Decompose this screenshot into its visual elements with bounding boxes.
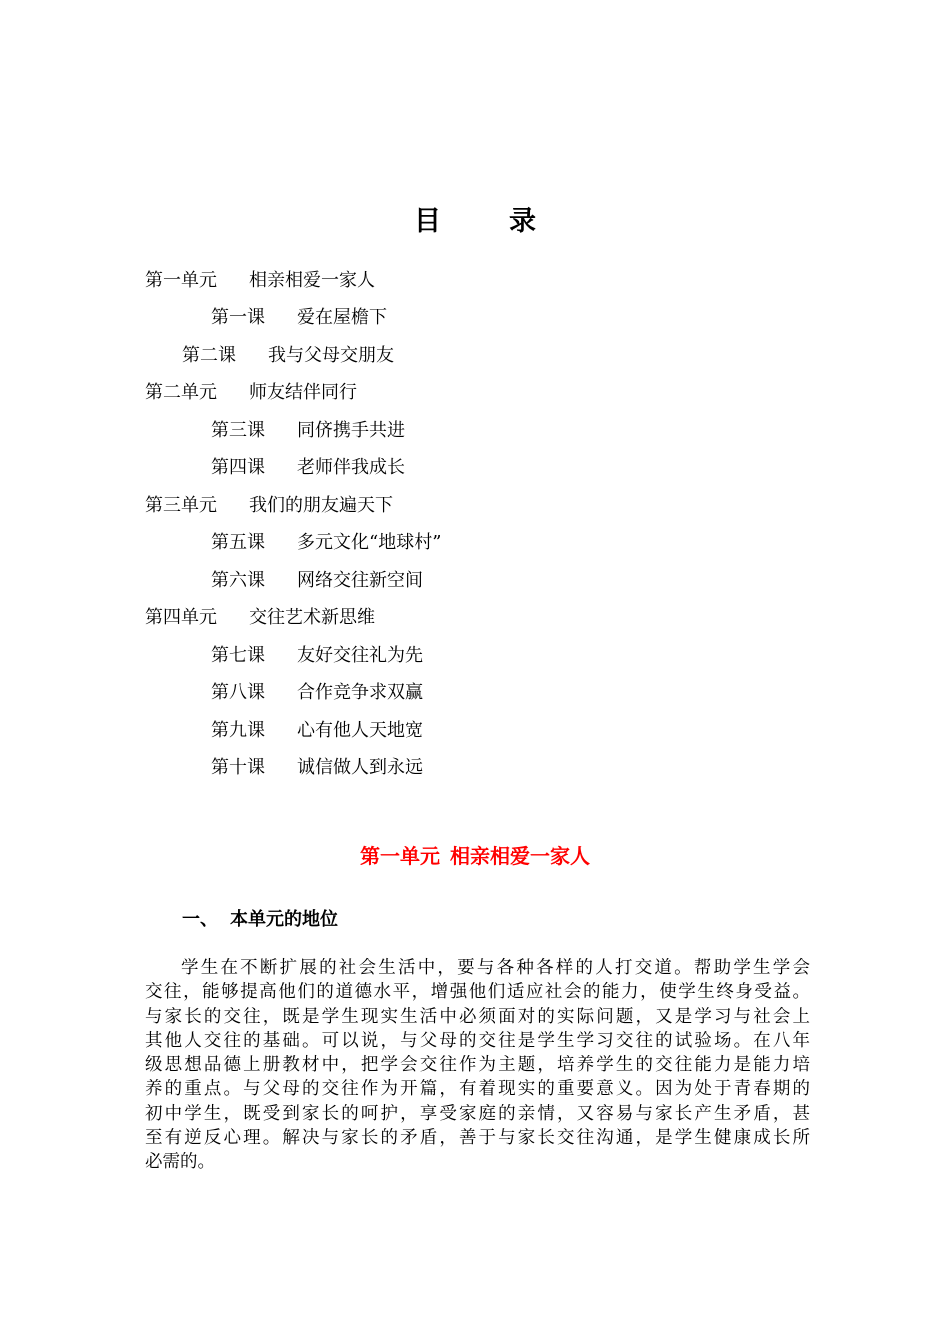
toc-entry-title: 合作竞争求双赢 — [297, 682, 423, 703]
paragraph-line: 与家长的交往，既是学生现实生活中必须面对的实际问题，又是学习与社会上 — [145, 1006, 810, 1027]
paragraph-line: 其他人交往的基础。可以说，与父母的交往是学生学习交往的试验场。在八年 — [145, 1030, 810, 1051]
toc-entry-title: 师友结伴同行 — [249, 382, 357, 403]
unit-heading — [0, 841, 950, 871]
toc-entry-title: 我们的朋友遍天下 — [249, 495, 393, 516]
toc-entry-label: 第六课 — [211, 570, 265, 591]
toc-entry-title: 我与父母交朋友 — [268, 345, 394, 366]
toc-title — [0, 204, 950, 240]
toc-entry-lesson — [211, 418, 405, 444]
toc-entry-title: 心有他人天地宽 — [297, 720, 423, 741]
subheading — [182, 906, 338, 934]
toc-entry-title: 同侪携手共进 — [297, 420, 405, 441]
toc-entry-lesson — [182, 343, 394, 369]
toc-entry-unit — [145, 380, 357, 406]
toc-entry-label: 第七课 — [211, 645, 265, 666]
toc-entry-title: 交往艺术新思维 — [249, 607, 375, 628]
toc-entry-title: 友好交往礼为先 — [297, 645, 423, 666]
toc-entry-lesson — [211, 455, 405, 481]
body-paragraph — [145, 956, 810, 1175]
unit-heading-title: 相亲相爱一家人 — [450, 844, 590, 868]
paragraph-line: 初中学生，既受到家长的呵护，享受家庭的亲情，又容易与家长产生矛盾，甚 — [145, 1103, 810, 1124]
toc-entry-label: 第一单元 — [145, 270, 217, 291]
toc-entry-title: 爱在屋檐下 — [297, 307, 387, 328]
paragraph-line: 至有逆反心理。解决与家长的矛盾，善于与家长交往沟通，是学生健康成长所 — [145, 1128, 810, 1149]
toc-entry-lesson — [211, 530, 441, 556]
toc-entry-lesson — [211, 643, 423, 669]
toc-entry-label: 第四课 — [211, 457, 265, 478]
paragraph-line: 级思想品德上册教材中，把学会交往作为主题，培养学生的交往能力是能力培 — [145, 1055, 810, 1076]
toc-entry-label: 第九课 — [211, 720, 265, 741]
toc-entry-title: 网络交往新空间 — [297, 570, 423, 591]
toc-entry-title: 老师伴我成长 — [297, 457, 405, 478]
toc-entry-title: 诚信做人到永远 — [297, 757, 423, 778]
paragraph-line: 养的重点。与父母的交往作为开篇，有着现实的重要意义。因为处于青春期的 — [145, 1079, 810, 1100]
toc-entry-title: 多元文化“地球村” — [297, 532, 442, 553]
subheading-number: 一、 — [182, 909, 218, 930]
toc-entry-lesson — [211, 568, 423, 594]
toc-entry-label: 第二课 — [182, 345, 236, 366]
toc-entry-label: 第三单元 — [145, 495, 217, 516]
unit-heading-label: 第一单元 — [360, 844, 440, 868]
toc-entry-label: 第五课 — [211, 532, 265, 553]
toc-entry-lesson — [211, 680, 423, 706]
toc-entry-label: 第十课 — [211, 757, 265, 778]
paragraph-line: 必需的。 — [145, 1152, 215, 1173]
toc-entry-unit — [145, 493, 393, 519]
toc-entry-label: 第一课 — [211, 307, 265, 328]
toc-entry-label: 第四单元 — [145, 607, 217, 628]
paragraph-line: 学生在不断扩展的社会生活中，要与各种各样的人打交道。帮助学生学会 — [181, 958, 810, 978]
toc-entry-label: 第二单元 — [145, 382, 217, 403]
toc-entry-lesson — [211, 305, 387, 331]
subheading-text: 本单元的地位 — [230, 909, 338, 930]
toc-entry-lesson — [211, 755, 423, 781]
toc-title-char-1: 目 — [414, 206, 441, 237]
toc-entry-label: 第八课 — [211, 682, 265, 703]
paragraph-line: 交往，能够提高他们的道德水平，增强他们适应社会的能力，使学生终身受益。 — [145, 982, 810, 1003]
toc-title-char-2: 录 — [509, 206, 536, 237]
toc-entry-label: 第三课 — [211, 420, 265, 441]
toc-entry-lesson — [211, 718, 423, 744]
toc-entry-unit — [145, 268, 375, 294]
toc-entry-title: 相亲相爱一家人 — [249, 270, 375, 291]
toc-entry-unit — [145, 605, 375, 631]
